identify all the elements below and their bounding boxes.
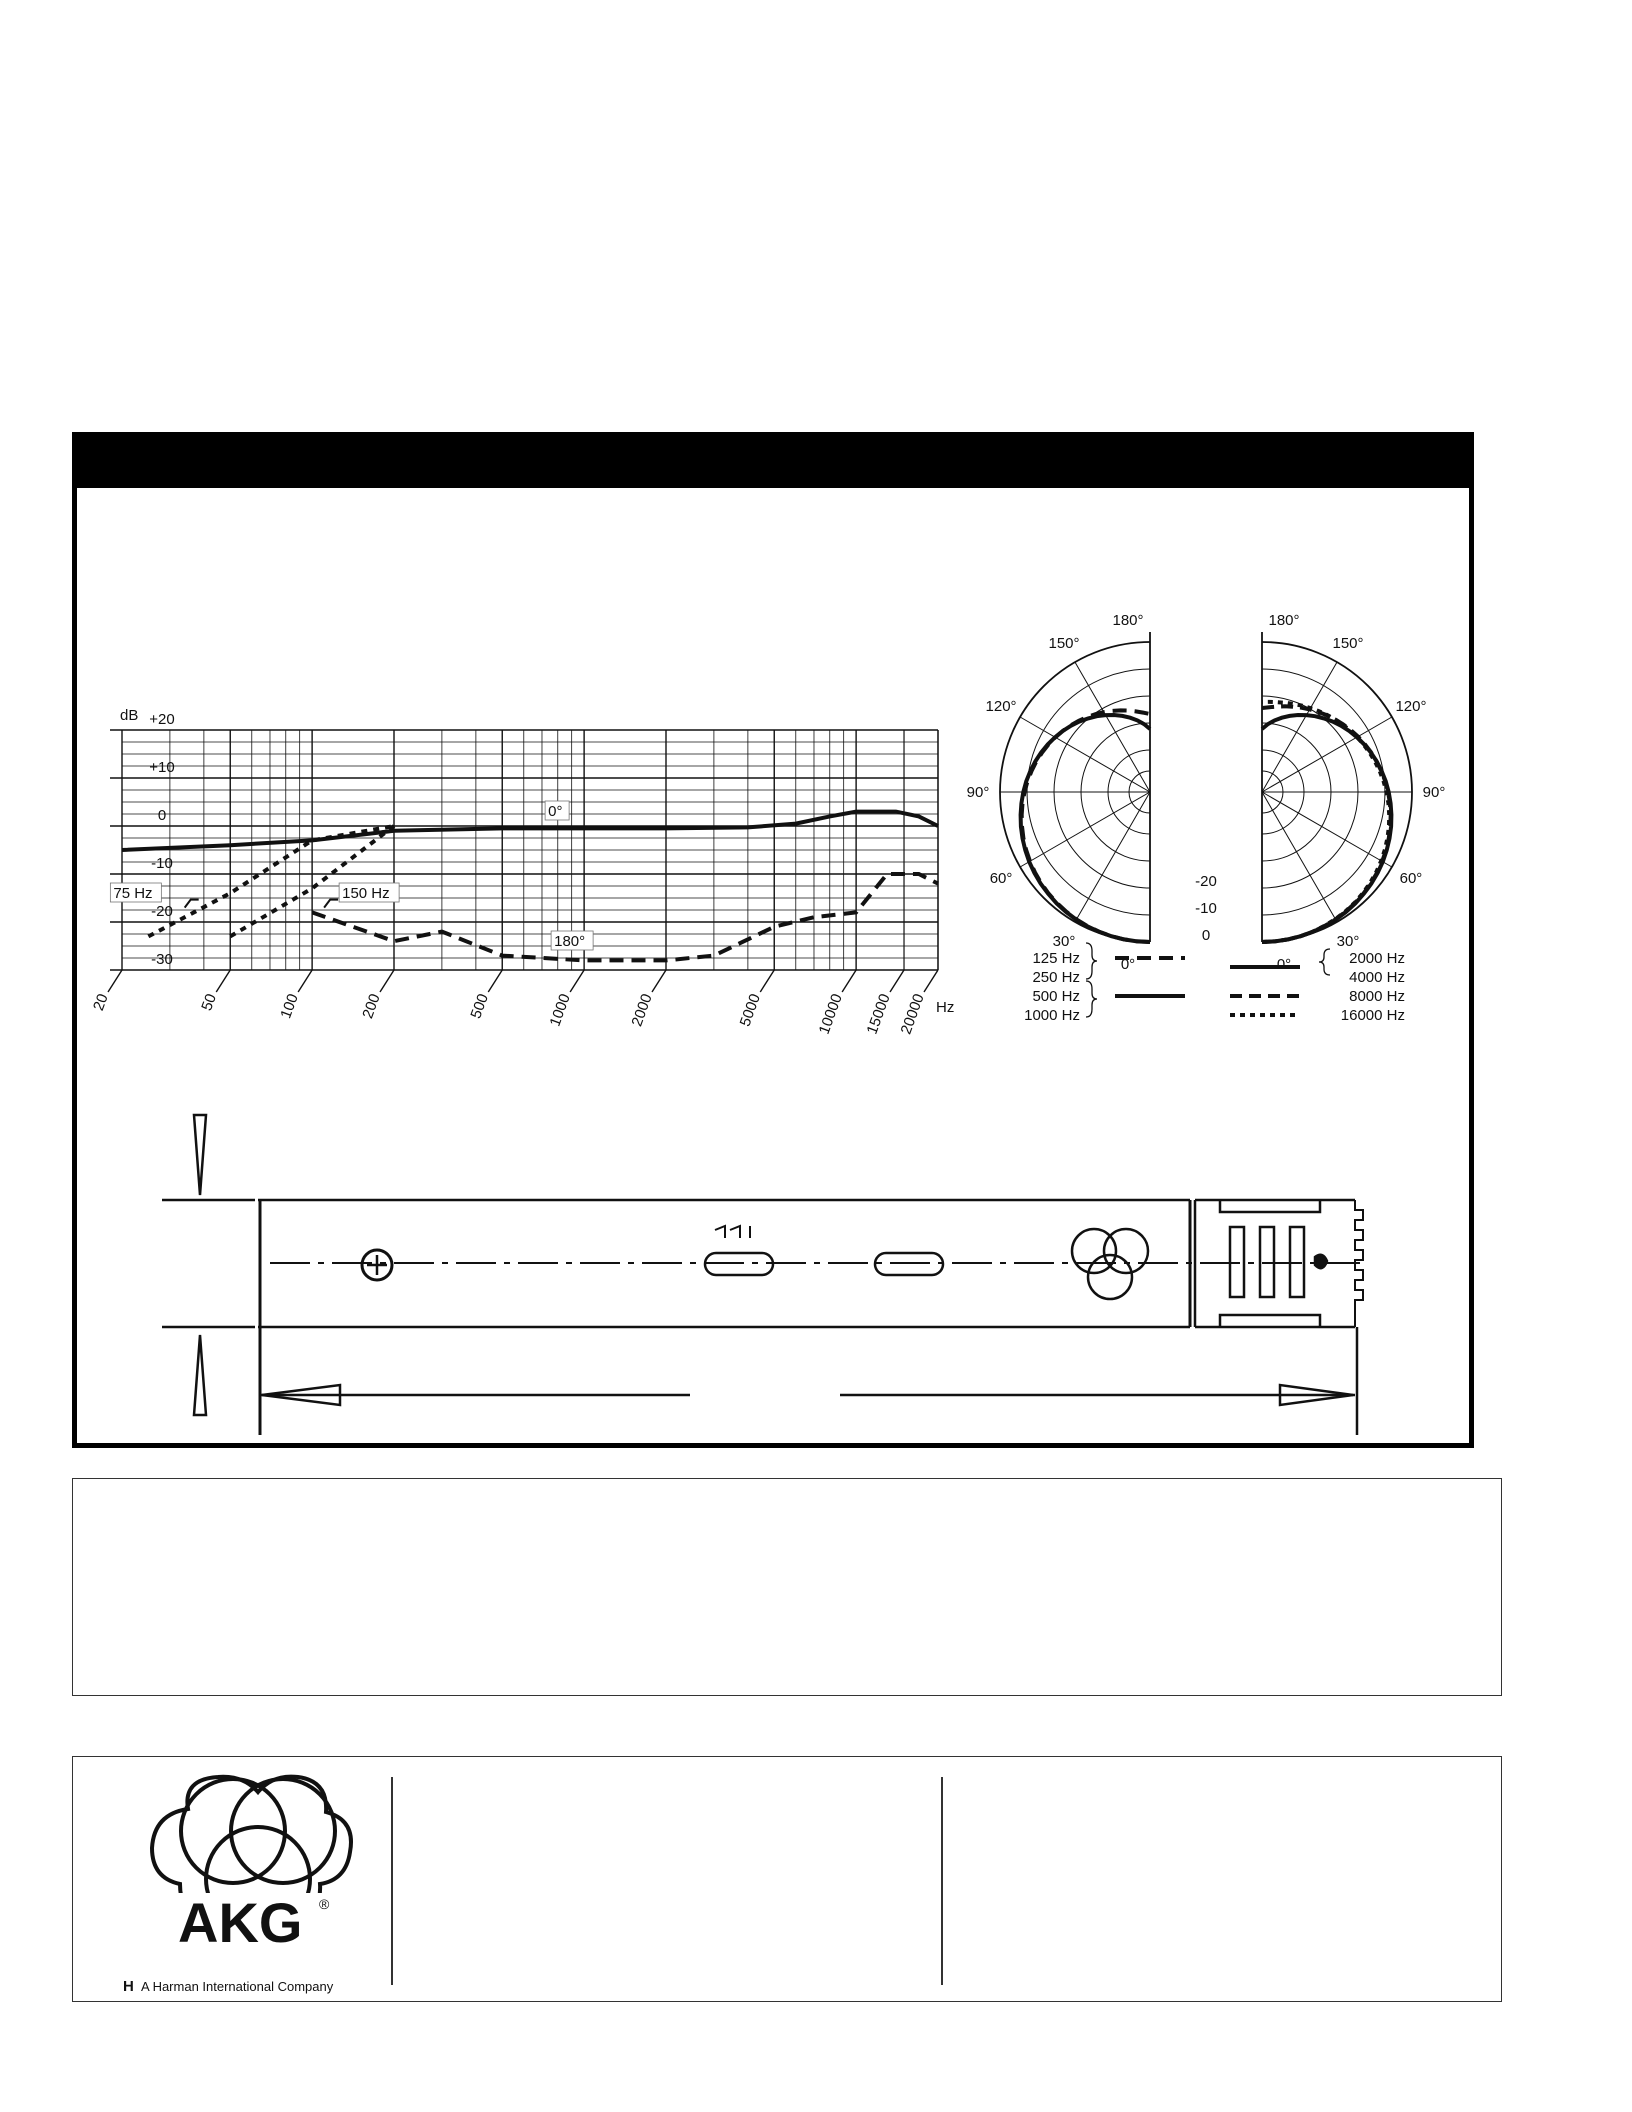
diameter-arrow-top: [194, 1115, 206, 1195]
polar-angle-label: 150°: [1332, 635, 1364, 653]
x-axis-unit: Hz: [936, 999, 955, 1016]
x-tick-label: 200: [359, 991, 384, 1021]
x-tick: [760, 970, 774, 992]
legend-label: 250 Hz: [1032, 969, 1080, 986]
polar-curve: [1262, 702, 1389, 942]
series-line: [312, 874, 938, 960]
diameter-arrow-bottom: [194, 1335, 206, 1415]
x-tick-label: 500: [467, 991, 492, 1021]
polar-angle-label: 60°: [989, 870, 1013, 887]
polar-angle-label: 90°: [1422, 784, 1446, 801]
polar-angle-label: 180°: [1268, 612, 1300, 629]
legend-label: 16000 Hz: [1340, 1007, 1405, 1024]
label-180-degree: 180°: [554, 933, 586, 950]
x-tick-label: 1000: [546, 991, 574, 1029]
harman-company: A Harman International Company: [141, 1979, 334, 1994]
polar-angle-label: 30°: [1052, 932, 1076, 950]
legend-brace: [1086, 943, 1097, 979]
legend-label: 125 Hz: [1032, 950, 1080, 967]
polar-gap: [1152, 762, 1260, 802]
series-line: [122, 812, 938, 850]
polar-grid: [1000, 632, 1412, 942]
y-tick-label: -30: [151, 951, 173, 968]
y-tick-label: 0: [157, 807, 167, 824]
label-150hz: 150 Hz: [342, 885, 390, 902]
x-tick-label: 20: [90, 991, 112, 1014]
x-tick-label: 2000: [628, 991, 656, 1029]
footer-box: [72, 1756, 1502, 2002]
polar-angle-label: 180°: [1112, 612, 1144, 629]
polar-angle-label: 120°: [985, 698, 1017, 715]
polar-angle-label: 30°: [1336, 932, 1360, 950]
legend-label: 2000 Hz: [1349, 950, 1405, 967]
legend-brace: [1319, 949, 1330, 975]
polar-curve: [1262, 706, 1391, 942]
polar-angle-label: 0°: [1276, 956, 1292, 973]
akg-logo: [123, 1769, 393, 1997]
polar-curve: [1262, 715, 1391, 942]
y-axis-labels: [120, 707, 175, 968]
frequency-response-chart: [90, 700, 970, 1037]
specifications-box: [72, 1478, 1502, 1696]
footer-divider-2: [941, 1777, 943, 1985]
polar-angle-label: 120°: [1395, 698, 1427, 715]
y-tick-label: +10: [149, 759, 175, 776]
x-tick: [380, 970, 394, 992]
figure-header-bar: [72, 432, 1474, 488]
x-tick: [216, 970, 230, 992]
legend-label: 1000 Hz: [1024, 1007, 1080, 1024]
label-0-degree: 0°: [548, 803, 563, 820]
polar-angle-label: 60°: [1399, 870, 1423, 887]
x-tick: [924, 970, 938, 992]
x-tick-label: 20000: [897, 991, 928, 1037]
y-axis-unit: dB: [120, 707, 139, 724]
polar-curve: [1021, 715, 1150, 942]
polar-radial-label: 0: [1201, 927, 1211, 944]
x-tick: [108, 970, 122, 992]
x-tick: [488, 970, 502, 992]
akg-logo-text: AKG: [178, 1891, 303, 1954]
x-tick: [652, 970, 666, 992]
footer-divider-1: [391, 1777, 393, 1985]
y-tick-label: -20: [151, 903, 173, 920]
y-tick-label: +20: [149, 711, 175, 728]
microphone-dimension-drawing: [150, 1105, 1390, 1435]
x-tick-label: 50: [198, 991, 220, 1014]
x-tick: [842, 970, 856, 992]
polar-angle-label: 90°: [966, 784, 990, 801]
polar-angle-label: 0°: [1120, 956, 1136, 973]
registered-mark: ®: [319, 1896, 330, 1912]
filter-75-symbol: [185, 900, 199, 908]
x-tick-label: 15000: [863, 991, 894, 1037]
x-tick-label: 100: [277, 991, 302, 1021]
x-tick: [570, 970, 584, 992]
x-tick: [890, 970, 904, 992]
x-tick-label: 5000: [736, 991, 764, 1029]
polar-radial-label: -10: [1195, 900, 1217, 917]
filter-150-symbol: [324, 900, 338, 908]
polar-pattern-chart: [966, 612, 1446, 1035]
polar-angle-label: 150°: [1048, 635, 1080, 653]
harman-mark: H: [123, 1978, 134, 1995]
legend-label: 8000 Hz: [1349, 988, 1405, 1005]
x-tick-label: 10000: [815, 991, 846, 1037]
label-75hz: 75 Hz: [113, 885, 153, 902]
y-tick-label: -10: [151, 855, 173, 872]
legend-label: 4000 Hz: [1349, 969, 1405, 986]
polar-radial-label: -20: [1195, 873, 1217, 890]
x-tick: [298, 970, 312, 992]
legend-label: 500 Hz: [1032, 988, 1080, 1005]
polar-legend: [1024, 943, 1405, 1024]
legend-brace: [1086, 981, 1097, 1017]
x-axis-labels: [90, 970, 938, 1037]
